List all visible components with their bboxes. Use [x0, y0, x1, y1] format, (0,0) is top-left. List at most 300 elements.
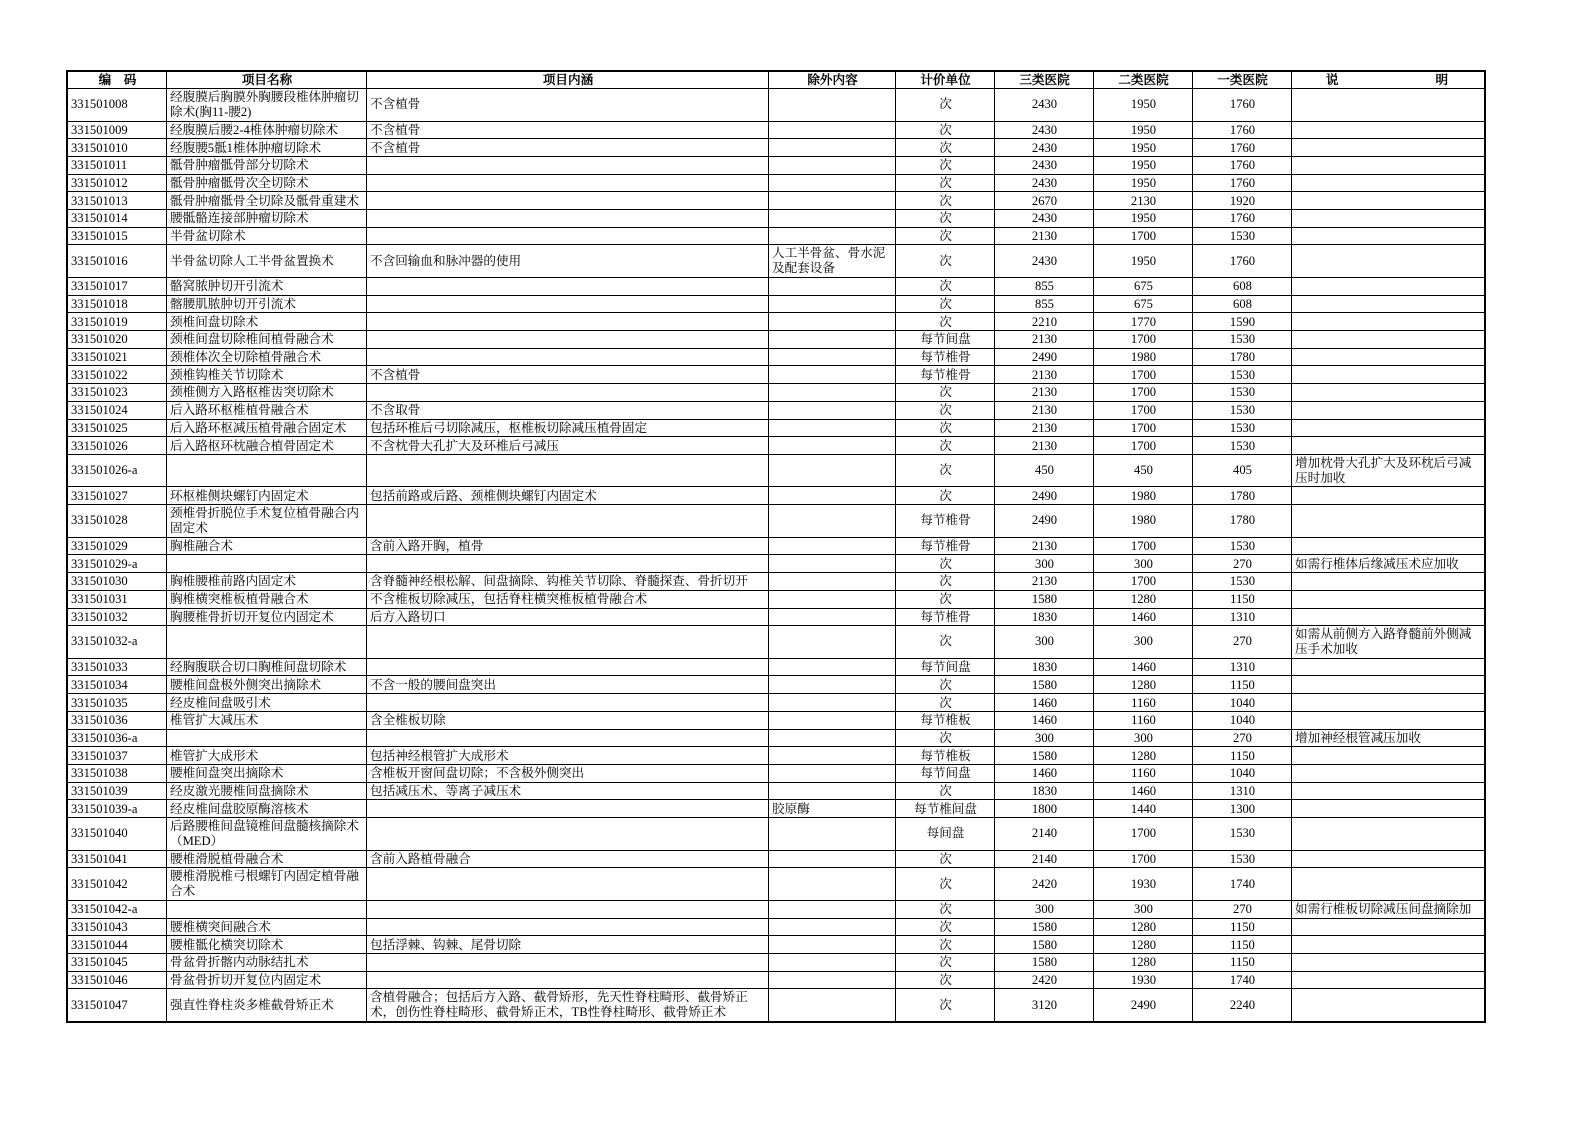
cell-price-tier3: 2670 [995, 192, 1094, 210]
table-row [68, 331, 1485, 349]
cell-unit: 次 [896, 487, 995, 505]
table-row [68, 555, 1485, 573]
cell-price-tier2: 300 [1094, 555, 1193, 573]
cell-unit: 次 [896, 210, 995, 228]
cell-excluded [769, 573, 896, 591]
cell-excluded: 人工半骨盆、骨水泥及配套设备 [769, 245, 896, 278]
cell-content [367, 626, 769, 659]
cell-price-tier3: 855 [995, 295, 1094, 313]
cell-unit: 次 [896, 953, 995, 971]
cell-note [1292, 747, 1485, 765]
cell-item-name: 环枢椎侧块螺钉内固定术 [167, 487, 367, 505]
cell-excluded [769, 348, 896, 366]
cell-excluded [769, 608, 896, 626]
cell-item-name: 腰椎间盘极外侧突出摘除术 [167, 676, 367, 694]
cell-content: 包括前路或后路、颈椎侧块螺钉内固定术 [367, 487, 769, 505]
cell-item-name: 椎管扩大减压术 [167, 711, 367, 729]
cell-price-tier2: 1280 [1094, 590, 1193, 608]
cell-price-tier3: 2130 [995, 401, 1094, 419]
cell-excluded [769, 817, 896, 850]
cell-code: 331501030 [68, 573, 167, 591]
cell-code: 331501040 [68, 817, 167, 850]
cell-note: 增加神经根管减压加收 [1292, 729, 1485, 747]
cell-excluded [769, 936, 896, 954]
cell-price-tier3: 2430 [995, 121, 1094, 139]
cell-price-tier1: 1760 [1193, 210, 1292, 228]
cell-price-tier3: 450 [995, 454, 1094, 487]
cell-price-tier1: 270 [1193, 555, 1292, 573]
cell-content: 不含椎板切除减压，包括脊柱横突椎板植骨融合术 [367, 590, 769, 608]
header-price-tier2: 二类医院 [1094, 72, 1193, 89]
cell-price-tier2: 1980 [1094, 348, 1193, 366]
cell-excluded [769, 537, 896, 555]
cell-code: 331501032 [68, 608, 167, 626]
cell-unit: 每节间盘 [896, 764, 995, 782]
cell-content: 包括环椎后弓切除减压，枢椎板切除减压植骨固定 [367, 419, 769, 437]
table-row [68, 918, 1485, 936]
cell-content [367, 900, 769, 918]
cell-price-tier1: 1740 [1193, 868, 1292, 901]
cell-item-name: 经胸腹联合切口胸椎间盘切除术 [167, 658, 367, 676]
cell-price-tier2: 1950 [1094, 174, 1193, 192]
cell-note [1292, 590, 1485, 608]
cell-price-tier3: 2430 [995, 210, 1094, 228]
cell-price-tier3: 855 [995, 278, 1094, 296]
cell-price-tier2: 1280 [1094, 747, 1193, 765]
cell-price-tier3: 2130 [995, 331, 1094, 349]
cell-price-tier2: 1700 [1094, 537, 1193, 555]
cell-item-name: 半骨盆切除术 [167, 227, 367, 245]
cell-price-tier2: 1160 [1094, 711, 1193, 729]
cell-content: 不含植骨 [367, 139, 769, 157]
cell-price-tier1: 1530 [1193, 384, 1292, 402]
table-row [68, 454, 1485, 487]
cell-content [367, 555, 769, 573]
cell-code: 331501032-a [68, 626, 167, 659]
table-header [68, 72, 1485, 89]
cell-note [1292, 694, 1485, 712]
cell-price-tier2: 1460 [1094, 608, 1193, 626]
cell-code: 331501008 [68, 89, 167, 122]
cell-price-tier1: 1150 [1193, 936, 1292, 954]
cell-price-tier1: 1530 [1193, 401, 1292, 419]
cell-price-tier1: 1760 [1193, 121, 1292, 139]
cell-code: 331501036 [68, 711, 167, 729]
cell-excluded [769, 747, 896, 765]
cell-excluded [769, 210, 896, 228]
cell-note: 如需行椎板切除减压间盘摘除加 [1292, 900, 1485, 918]
header-price-tier3: 三类医院 [995, 72, 1094, 89]
cell-unit: 每节椎板 [896, 711, 995, 729]
cell-note: 如需行椎体后缘减压术应加收 [1292, 555, 1485, 573]
cell-note [1292, 800, 1485, 818]
cell-item-name: 椎管扩大成形术 [167, 747, 367, 765]
cell-price-tier1: 1310 [1193, 608, 1292, 626]
table-row [68, 817, 1485, 850]
cell-code: 331501036-a [68, 729, 167, 747]
cell-price-tier3: 2490 [995, 505, 1094, 538]
table-row [68, 626, 1485, 659]
cell-note [1292, 278, 1485, 296]
cell-note [1292, 227, 1485, 245]
cell-price-tier1: 270 [1193, 626, 1292, 659]
cell-note [1292, 210, 1485, 228]
cell-item-name: 胸椎腰椎前路内固定术 [167, 573, 367, 591]
table-row [68, 401, 1485, 419]
table-row [68, 245, 1485, 278]
cell-content [367, 156, 769, 174]
cell-unit: 次 [896, 918, 995, 936]
cell-unit: 次 [896, 192, 995, 210]
table-row [68, 676, 1485, 694]
cell-unit: 每节椎间盘 [896, 800, 995, 818]
cell-price-tier3: 300 [995, 729, 1094, 747]
cell-note [1292, 487, 1485, 505]
cell-price-tier2: 1460 [1094, 658, 1193, 676]
cell-price-tier1: 1530 [1193, 331, 1292, 349]
cell-note: 增加枕骨大孔扩大及环枕后弓减压时加收 [1292, 454, 1485, 487]
header-excluded: 除外内容 [769, 72, 896, 89]
cell-note [1292, 437, 1485, 455]
cell-note [1292, 156, 1485, 174]
cell-note [1292, 868, 1485, 901]
cell-price-tier2: 1950 [1094, 245, 1193, 278]
cell-item-name: 经皮椎间盘吸引术 [167, 694, 367, 712]
cell-price-tier2: 1280 [1094, 676, 1193, 694]
cell-code: 331501028 [68, 505, 167, 538]
cell-note [1292, 971, 1485, 989]
cell-unit: 每节椎骨 [896, 505, 995, 538]
cell-content: 不含植骨 [367, 89, 769, 122]
cell-item-name: 颈椎钩椎关节切除术 [167, 366, 367, 384]
cell-unit: 次 [896, 936, 995, 954]
cell-excluded [769, 295, 896, 313]
cell-unit: 次 [896, 401, 995, 419]
cell-excluded [769, 868, 896, 901]
table-row [68, 900, 1485, 918]
table-row [68, 936, 1485, 954]
cell-code: 331501045 [68, 953, 167, 971]
cell-price-tier1: 1150 [1193, 676, 1292, 694]
cell-price-tier2: 675 [1094, 295, 1193, 313]
cell-excluded [769, 555, 896, 573]
table-row [68, 747, 1485, 765]
cell-price-tier3: 1580 [995, 936, 1094, 954]
table-row [68, 989, 1485, 1022]
cell-code: 331501037 [68, 747, 167, 765]
fee-schedule-table [67, 71, 1485, 1022]
cell-price-tier3: 300 [995, 555, 1094, 573]
cell-note [1292, 817, 1485, 850]
cell-code: 331501009 [68, 121, 167, 139]
cell-price-tier3: 3120 [995, 989, 1094, 1022]
cell-content [367, 348, 769, 366]
cell-price-tier1: 1040 [1193, 694, 1292, 712]
cell-price-tier2: 1980 [1094, 505, 1193, 538]
cell-unit: 每节椎骨 [896, 366, 995, 384]
cell-price-tier2: 1950 [1094, 210, 1193, 228]
cell-unit: 次 [896, 626, 995, 659]
cell-note [1292, 936, 1485, 954]
cell-price-tier2: 1930 [1094, 868, 1193, 901]
table-row [68, 174, 1485, 192]
table-row [68, 868, 1485, 901]
cell-content [367, 729, 769, 747]
cell-content [367, 817, 769, 850]
cell-unit: 次 [896, 590, 995, 608]
cell-item-name: 半骨盆切除人工半骨盆置换术 [167, 245, 367, 278]
cell-unit: 次 [896, 227, 995, 245]
table-row [68, 800, 1485, 818]
cell-item-name: 腰骶骼连接部肿瘤切除术 [167, 210, 367, 228]
cell-price-tier3: 2420 [995, 868, 1094, 901]
cell-price-tier2: 1950 [1094, 139, 1193, 157]
cell-code: 331501010 [68, 139, 167, 157]
cell-price-tier3: 2430 [995, 245, 1094, 278]
table-row [68, 573, 1485, 591]
cell-price-tier2: 1160 [1094, 694, 1193, 712]
table-row [68, 348, 1485, 366]
cell-code: 331501042-a [68, 900, 167, 918]
cell-item-name: 颈椎间盘切除椎间植骨融合术 [167, 331, 367, 349]
cell-price-tier1: 1780 [1193, 505, 1292, 538]
table-row [68, 764, 1485, 782]
cell-content: 不含取骨 [367, 401, 769, 419]
cell-excluded [769, 918, 896, 936]
cell-code: 331501026-a [68, 454, 167, 487]
cell-price-tier3: 2430 [995, 174, 1094, 192]
cell-item-name: 经皮椎间盘胶原酶溶核术 [167, 800, 367, 818]
cell-price-tier2: 300 [1094, 900, 1193, 918]
cell-code: 331501017 [68, 278, 167, 296]
table-row [68, 89, 1485, 122]
cell-code: 331501039-a [68, 800, 167, 818]
cell-price-tier1: 1530 [1193, 537, 1292, 555]
cell-excluded [769, 331, 896, 349]
cell-price-tier2: 1700 [1094, 437, 1193, 455]
cell-content [367, 694, 769, 712]
cell-price-tier1: 1760 [1193, 174, 1292, 192]
cell-price-tier1: 1760 [1193, 139, 1292, 157]
cell-price-tier3: 1580 [995, 676, 1094, 694]
cell-item-name: 腰椎骶化横突切除术 [167, 936, 367, 954]
cell-excluded: 胶原酶 [769, 800, 896, 818]
cell-content [367, 210, 769, 228]
cell-price-tier3: 2420 [995, 971, 1094, 989]
cell-price-tier2: 1770 [1094, 313, 1193, 331]
cell-item-name [167, 555, 367, 573]
cell-item-name: 后入路环枢椎植骨融合术 [167, 401, 367, 419]
cell-note: 如需从前侧方入路脊髓前外侧减压手术加收 [1292, 626, 1485, 659]
cell-content [367, 800, 769, 818]
cell-note [1292, 384, 1485, 402]
cell-unit: 次 [896, 900, 995, 918]
cell-note [1292, 573, 1485, 591]
cell-unit: 次 [896, 245, 995, 278]
cell-price-tier3: 2430 [995, 139, 1094, 157]
cell-price-tier1: 270 [1193, 729, 1292, 747]
cell-price-tier3: 1460 [995, 694, 1094, 712]
cell-item-name: 腰椎滑脱椎弓根螺钉内固定植骨融合术 [167, 868, 367, 901]
cell-price-tier1: 1150 [1193, 953, 1292, 971]
cell-excluded [769, 764, 896, 782]
cell-code: 331501020 [68, 331, 167, 349]
cell-unit: 次 [896, 139, 995, 157]
cell-unit: 每节椎骨 [896, 537, 995, 555]
cell-note [1292, 295, 1485, 313]
cell-price-tier3: 1460 [995, 764, 1094, 782]
cell-item-name: 骶骨肿瘤骶骨全切除及骶骨重建术 [167, 192, 367, 210]
cell-note [1292, 401, 1485, 419]
cell-price-tier1: 608 [1193, 295, 1292, 313]
cell-content [367, 953, 769, 971]
cell-excluded [769, 227, 896, 245]
cell-content [367, 192, 769, 210]
cell-unit: 次 [896, 971, 995, 989]
cell-price-tier2: 1700 [1094, 817, 1193, 850]
cell-price-tier2: 675 [1094, 278, 1193, 296]
cell-excluded [769, 121, 896, 139]
cell-code: 331501012 [68, 174, 167, 192]
cell-note [1292, 989, 1485, 1022]
cell-code: 331501027 [68, 487, 167, 505]
cell-code: 331501025 [68, 419, 167, 437]
cell-content [367, 454, 769, 487]
cell-code: 331501047 [68, 989, 167, 1022]
cell-price-tier3: 1580 [995, 747, 1094, 765]
cell-item-name: 经腹膜后胸膜外胸腰段椎体肿瘤切除术(胸11-腰2) [167, 89, 367, 122]
cell-excluded [769, 676, 896, 694]
table-row [68, 419, 1485, 437]
cell-content: 不含植骨 [367, 121, 769, 139]
cell-price-tier3: 1800 [995, 800, 1094, 818]
cell-code: 331501016 [68, 245, 167, 278]
cell-content [367, 227, 769, 245]
table-row [68, 850, 1485, 868]
cell-price-tier2: 1700 [1094, 850, 1193, 868]
cell-content: 含前入路植骨融合 [367, 850, 769, 868]
cell-code: 331501042 [68, 868, 167, 901]
cell-price-tier2: 1160 [1094, 764, 1193, 782]
cell-content: 不含一般的腰间盘突出 [367, 676, 769, 694]
cell-unit: 次 [896, 313, 995, 331]
cell-price-tier1: 1530 [1193, 437, 1292, 455]
cell-note [1292, 174, 1485, 192]
cell-price-tier2: 1700 [1094, 573, 1193, 591]
cell-price-tier1: 1530 [1193, 419, 1292, 437]
header-unit: 计价单位 [896, 72, 995, 89]
cell-price-tier2: 300 [1094, 729, 1193, 747]
cell-price-tier1: 1780 [1193, 348, 1292, 366]
cell-unit: 次 [896, 278, 995, 296]
cell-note [1292, 953, 1485, 971]
cell-code: 331501029 [68, 537, 167, 555]
cell-note [1292, 918, 1485, 936]
cell-item-name [167, 900, 367, 918]
cell-content: 含椎板开窗间盘切除；不含极外侧突出 [367, 764, 769, 782]
cell-item-name: 胸腰椎骨折切开复位内固定术 [167, 608, 367, 626]
cell-price-tier3: 2130 [995, 227, 1094, 245]
cell-unit: 次 [896, 729, 995, 747]
cell-price-tier1: 2240 [1193, 989, 1292, 1022]
cell-excluded [769, 419, 896, 437]
cell-code: 331501014 [68, 210, 167, 228]
cell-code: 331501011 [68, 156, 167, 174]
cell-price-tier2: 300 [1094, 626, 1193, 659]
cell-price-tier2: 2490 [1094, 989, 1193, 1022]
cell-price-tier1: 608 [1193, 278, 1292, 296]
cell-content: 后方入路切口 [367, 608, 769, 626]
cell-note [1292, 89, 1485, 122]
cell-note [1292, 782, 1485, 800]
table-row [68, 694, 1485, 712]
cell-price-tier2: 1460 [1094, 782, 1193, 800]
cell-content: 不含植骨 [367, 366, 769, 384]
cell-content [367, 313, 769, 331]
cell-note [1292, 850, 1485, 868]
cell-price-tier1: 1300 [1193, 800, 1292, 818]
cell-price-tier3: 1830 [995, 658, 1094, 676]
cell-price-tier3: 1460 [995, 711, 1094, 729]
cell-excluded [769, 505, 896, 538]
cell-price-tier3: 2430 [995, 89, 1094, 122]
cell-note [1292, 313, 1485, 331]
cell-unit: 每间盘 [896, 817, 995, 850]
cell-note [1292, 139, 1485, 157]
cell-note [1292, 658, 1485, 676]
cell-unit: 次 [896, 156, 995, 174]
cell-content [367, 868, 769, 901]
cell-note [1292, 331, 1485, 349]
cell-price-tier3: 2140 [995, 850, 1094, 868]
cell-content [367, 384, 769, 402]
cell-price-tier3: 1580 [995, 953, 1094, 971]
cell-price-tier2: 1700 [1094, 227, 1193, 245]
table-row [68, 227, 1485, 245]
cell-code: 331501029-a [68, 555, 167, 573]
cell-price-tier2: 1280 [1094, 918, 1193, 936]
cell-content: 包括浮棘、钩棘、尾骨切除 [367, 936, 769, 954]
cell-price-tier3: 2430 [995, 156, 1094, 174]
cell-note [1292, 245, 1485, 278]
cell-content [367, 295, 769, 313]
table-row [68, 711, 1485, 729]
cell-price-tier1: 1040 [1193, 764, 1292, 782]
cell-excluded [769, 454, 896, 487]
cell-code: 331501039 [68, 782, 167, 800]
cell-price-tier1: 270 [1193, 900, 1292, 918]
cell-code: 331501026 [68, 437, 167, 455]
cell-price-tier2: 1930 [1094, 971, 1193, 989]
cell-price-tier1: 1920 [1193, 192, 1292, 210]
cell-code: 331501021 [68, 348, 167, 366]
cell-price-tier2: 1440 [1094, 800, 1193, 818]
cell-price-tier3: 300 [995, 626, 1094, 659]
cell-note [1292, 366, 1485, 384]
cell-excluded [769, 971, 896, 989]
cell-item-name: 胸椎融合术 [167, 537, 367, 555]
cell-unit: 次 [896, 121, 995, 139]
cell-item-name: 颈椎间盘切除术 [167, 313, 367, 331]
cell-price-tier1: 1530 [1193, 227, 1292, 245]
header-price-tier1: 一类医院 [1193, 72, 1292, 89]
cell-item-name: 颈椎体次全切除植骨融合术 [167, 348, 367, 366]
cell-unit: 次 [896, 89, 995, 122]
cell-item-name: 骶骨肿瘤骶骨部分切除术 [167, 156, 367, 174]
cell-unit: 次 [896, 454, 995, 487]
cell-content [367, 278, 769, 296]
cell-item-name: 后路腰椎间盘镜椎间盘髓核摘除术（MED） [167, 817, 367, 850]
